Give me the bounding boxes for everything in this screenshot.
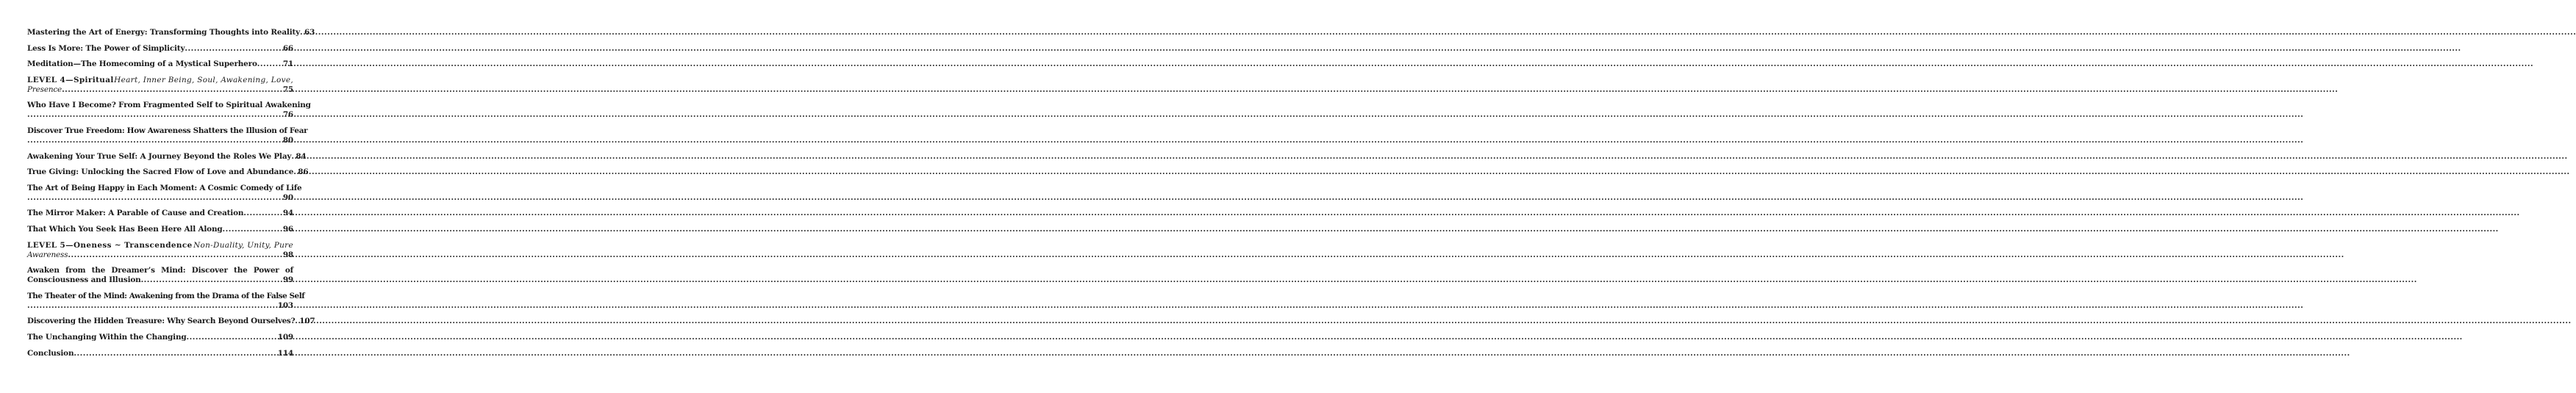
toc-level-subtitle-cont: Presence — [27, 84, 62, 94]
toc-entry[interactable] — [27, 28, 315, 37]
toc-entry-page: 86 — [298, 167, 309, 177]
toc-entry-title: Discover True Freedom: How Awareness Shatters the Illusion of Fear — [27, 126, 308, 135]
dot-leader — [68, 250, 282, 260]
toc-entry-title: Awaken from the Dreamer’s Mind: Discover the Power of — [27, 266, 293, 275]
toc-level-subtitle: Heart, Inner Being, Soul, Awakening, Love, — [114, 75, 293, 84]
toc-level-label: LEVEL 4—Spiritual — [27, 75, 114, 84]
toc-entry-page: 107 — [299, 317, 315, 326]
toc-entry[interactable] — [27, 333, 293, 342]
toc-entry-page: 66 — [282, 43, 293, 53]
dot-leader — [257, 60, 283, 69]
toc-entry[interactable] — [27, 209, 293, 218]
toc-entry[interactable] — [27, 225, 293, 234]
toc-entry[interactable] — [27, 44, 293, 54]
toc-entry-page: 80 — [282, 135, 293, 145]
toc-entry-title: The Theater of the Mind: Awakening from the Drama of the False Self — [27, 291, 305, 300]
dot-leader — [27, 193, 283, 203]
toc-entry-page: 71 — [282, 60, 293, 69]
dot-leader — [186, 333, 277, 342]
toc-entry-title: The Mirror Maker: A Parable of Cause and Creation — [27, 209, 244, 218]
dot-leader — [185, 44, 282, 54]
toc-entry-title: Less Is More: The Power of Simplicity — [27, 43, 185, 53]
toc-entry-page: 99 — [282, 275, 293, 285]
toc-entry-title: Mastering the Art of Energy: Transforming Thoughts into Reality — [27, 28, 301, 37]
toc-entry-page: 103 — [277, 300, 293, 310]
dot-leader — [62, 85, 283, 95]
toc-entry-page: 63 — [304, 28, 315, 37]
toc-level-heading[interactable] — [27, 241, 293, 260]
toc-entry[interactable] — [27, 317, 315, 326]
toc-entry-title: True Giving: Unlocking the Sacred Flow of Love and Abundance — [27, 167, 294, 177]
dot-leader — [141, 275, 283, 285]
toc-entry-title: The Unchanging Within the Changing — [27, 332, 187, 342]
toc-entry[interactable] — [27, 126, 308, 145]
toc-entry-page: 90 — [282, 192, 293, 202]
toc-entry-title-cont: Consciousness and Illusion — [27, 275, 141, 285]
toc-entry-title: Meditation—The Homecoming of a Mystical Superhero — [27, 60, 257, 69]
toc-level-label: LEVEL 5—Oneness ~ Transcendence — [27, 240, 193, 250]
toc-entry-title: Who Have I Become? From Fragmented Self to Spiritual Awakening — [27, 101, 311, 110]
dot-leader — [222, 225, 282, 234]
toc-entry-page: 84 — [296, 151, 307, 161]
toc-entry[interactable] — [27, 183, 302, 203]
toc-level-subtitle-cont: Awareness — [27, 250, 68, 259]
toc-entry-title: Conclusion — [27, 348, 74, 358]
toc-entry-page: 75 — [282, 84, 293, 94]
toc-entry-title: Awakening Your True Self: A Journey Beyond the Roles We Play — [27, 151, 292, 161]
dot-leader — [74, 349, 277, 358]
toc-entry-page: 114 — [277, 348, 293, 358]
toc-entry-page: 109 — [277, 332, 293, 342]
toc-entry[interactable] — [27, 101, 311, 120]
dot-leader — [243, 209, 283, 218]
toc-entry-page: 76 — [282, 110, 293, 120]
toc-entry[interactable] — [27, 167, 309, 177]
toc-entry-page: 96 — [282, 224, 293, 234]
table-of-contents — [27, 28, 315, 364]
toc-level-heading[interactable] — [27, 76, 293, 95]
toc-entry[interactable] — [27, 60, 293, 69]
toc-entry-title: That Which You Seek Has Been Here All Along — [27, 224, 223, 234]
toc-entry[interactable] — [27, 349, 293, 358]
dot-leader — [27, 136, 283, 145]
dot-leader — [27, 110, 283, 120]
toc-entry-page: 98 — [282, 250, 293, 259]
toc-entry[interactable] — [27, 266, 293, 285]
dot-leader — [27, 301, 278, 311]
toc-entry-page: 94 — [282, 209, 293, 218]
toc-entry-title: Discovering the Hidden Treasure: Why Search Beyond Ourselves? — [27, 317, 296, 326]
toc-level-subtitle: Non-Duality, Unity, Pure — [193, 240, 293, 250]
toc-entry[interactable] — [27, 151, 307, 162]
toc-entry-title: The Art of Being Happy in Each Moment: A Cosmic Comedy of Life — [27, 183, 302, 192]
toc-entry[interactable] — [27, 291, 305, 311]
